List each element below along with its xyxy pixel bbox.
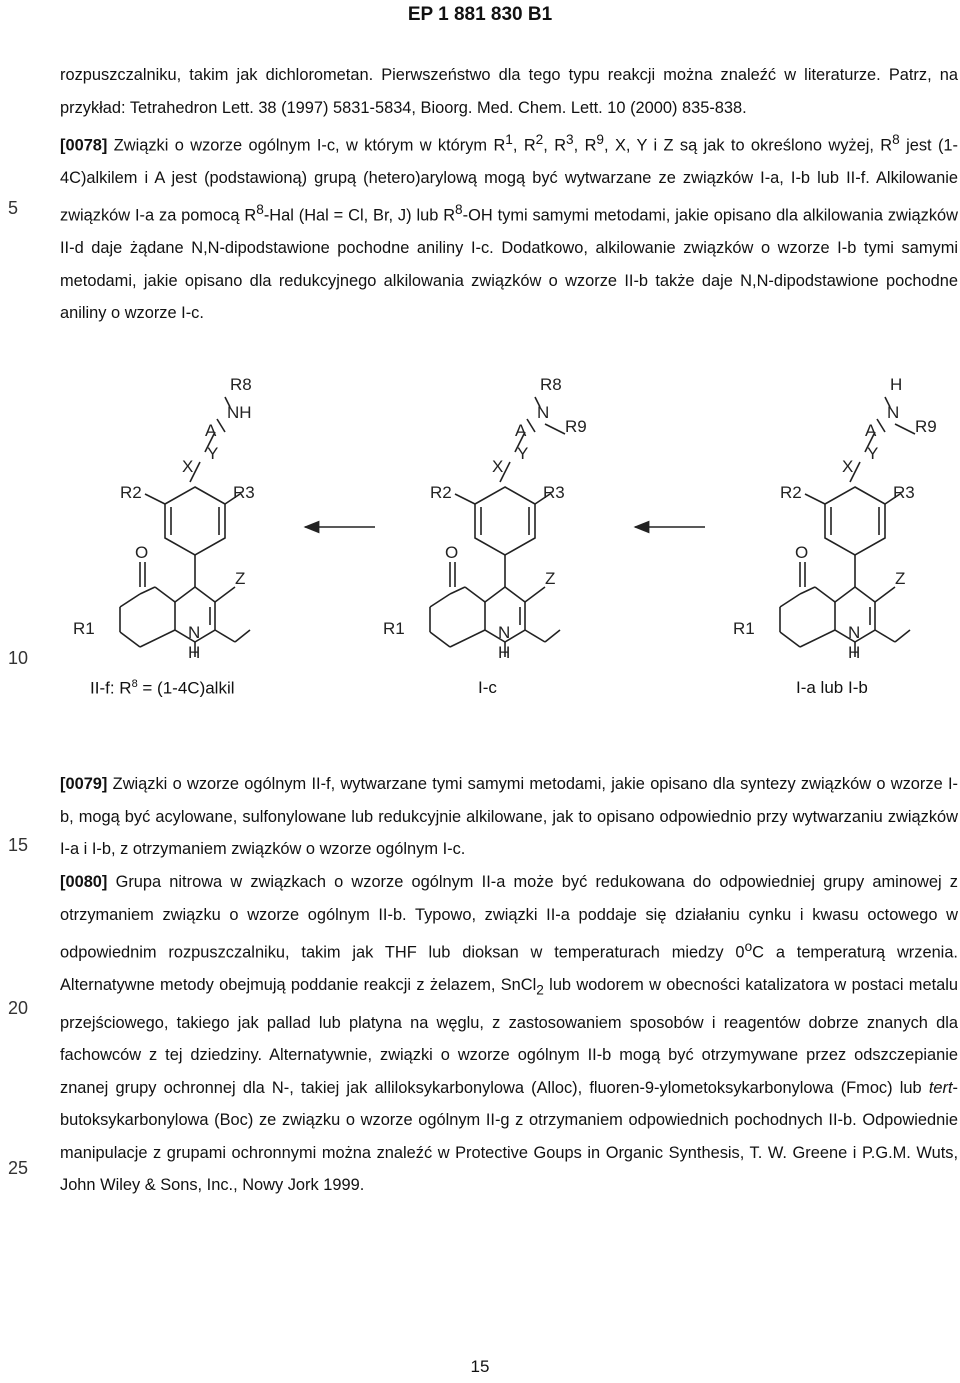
atom-label: X [492, 457, 504, 476]
intro-line-2: Patrz, na przykład: Tetrahedron Lett. 38 (1997) 5831-5834, Bioorg. Med. Chem. Lett. 10 (2000) 835-838. [60, 66, 958, 117]
atom-label: N [498, 623, 511, 642]
atom-label: O [795, 543, 809, 562]
atom-label: R9 [915, 417, 937, 436]
paragraph-tag: [0080] [60, 873, 108, 891]
structure-i-a-i-b [780, 397, 915, 657]
atom-label: N [887, 403, 900, 422]
atom-label: R2 [120, 483, 142, 502]
patent-header: EP 1 881 830 B1 [407, 4, 553, 25]
atom-label: R1 [733, 619, 755, 638]
page-number: 15 [470, 1357, 490, 1376]
atom-label: X [182, 457, 194, 476]
atom-label: O [135, 543, 149, 562]
atom-label: R2 [780, 483, 802, 502]
atom-label: H [498, 643, 511, 662]
atom-label: N [537, 403, 550, 422]
atom-label: H [848, 643, 861, 662]
line-number: 10 [8, 648, 29, 668]
atom-label: R3 [543, 483, 565, 502]
atom-label: A [515, 421, 527, 440]
paragraph-intro [60, 59, 958, 124]
atom-label: R3 [233, 483, 255, 502]
atom-label: R2 [430, 483, 452, 502]
atom-label: R1 [383, 619, 405, 638]
atom-label: Y [517, 444, 529, 463]
atom-label: R8 [230, 375, 252, 394]
atom-label: O [445, 543, 459, 562]
atom-label: H [890, 375, 903, 394]
paragraph-0079: [0079] Związki o wzorze ogólnym II-f, wytwarzane tymi samymi metodami, jakie opisano dla syntezy związków o wzorze I-b, mogą być acylowane, sulfonylowane lub redukcyjnie alkilowane, jak to opisano odpowiednio przy wytwarzaniu związków I-a i I-b, z otrzymaniem związków o wzorze ogólnym I-c. [60, 775, 958, 858]
atom-label: Y [867, 444, 879, 463]
paragraph-tag: [0079] [60, 775, 108, 793]
structure-ii-f [120, 397, 250, 657]
atom-label: Z [895, 569, 906, 588]
atom-label: Y [207, 444, 219, 463]
atom-label: R9 [565, 417, 587, 436]
structure-i-c [430, 397, 565, 657]
atom-label: NH [227, 403, 252, 422]
intro-line-1: rozpuszczalniku, takim jak dichlorometan. Pierwszeństwo dla tego typu reakcji można znaleźć w literaturze. [60, 66, 881, 84]
line-number: 5 [8, 198, 19, 218]
atom-label: H [188, 643, 201, 662]
atom-label: Z [235, 569, 246, 588]
caption-i-c: I-c [478, 678, 497, 697]
atom-label: X [842, 457, 854, 476]
atom-label: A [865, 421, 877, 440]
line-number: 25 [8, 1158, 29, 1178]
paragraph-0080: [0080] Grupa nitrowa w związkach o wzorze ogólnym II-a może być redukowana do odpowiedniej grupy aminowej z otrzymaniem związku o wzorze ogólnym II-b. Typowo, związki II-a poddaje się działaniu cynku i kwasu octowego w odpowiednim rozpuszczalniku, takim jak THF lub dioksan w temperaturach miedzy 0$^o$C a temperaturą wrzenia. Alternatywne metody obejmują poddanie reakcji z żelazem, SnCl$_2$ lub wodorem w obecności katalizatora w postaci metalu przejściowego, takiego jak pallad lub platyna na węglu, z zastosowaniem sposobów i reagentów dobrze znanych dla fachowców z tej dziedziny. Alternatywnie, związki o wzorze ogólnym II-b mogą być otrzymywane przez odszczepianie znanej grupy ochronnej dla N-, takiej jak alliloksykarbonylowa (Alloc), fluoren-9-ylometoksykarbonylowa (Fmoc) lub tert-butoksykarbonylowa (Boc) ze związku o wzorze ogólnym II-g z otrzymaniem odpowiednich pochodnych II-b. Odpowiednie manipulacje z grupami ochronnymi można znaleźć w Protective Goups in Organic Synthesis, T. W. Greene i P.G.M. Wuts, John Wiley & Sons, Inc., Nowy Jork 1999. [60, 873, 958, 1195]
paragraph-0078: [0078] Związki o wzorze ogólnym I-c, w którym w którym $R^1$, $R^2$, $R^3$, $R^9$, X, Y i Z są jak to określono wyżej, $R^8$ jest (1-4C)alkilem i A jest (podstawioną) grupą (hetero)arylową mogą być wytwarzane ze związków I-a, I-b lub II-f. Alkilowanie związków I-a za pomocą $R^8$-Hal (Hal = Cl, Br, J) lub $R^8-OH$ tymi samymi metodami, jakie opisano dla alkilowania związków II-d daje żądane N,N-dipodstawione pochodne aniliny I-c. Dodatkowo, alkilowanie związków o wzorze I-b tymi samymi metodami, jakie opisano dla redukcyjnego alkilowania związków o wzorze II-b także daje N,N-dipodstawione pochodne aniliny o wzorze I-c. [60, 132, 958, 323]
line-number: 15 [8, 835, 29, 855]
paragraph-tag: [0078] [60, 136, 108, 155]
reaction-scheme [55, 362, 955, 672]
caption-i-a-i-b: I-a lub I-b [796, 678, 868, 697]
atom-label: R8 [540, 375, 562, 394]
atom-label: N [188, 623, 201, 642]
atom-label: R1 [73, 619, 95, 638]
atom-label: R3 [893, 483, 915, 502]
atom-label: Z [545, 569, 556, 588]
caption-ii-f: II-f: $R^8$ = (1-4C)alkil [90, 678, 235, 698]
atom-label: A [205, 421, 217, 440]
line-number: 20 [8, 998, 29, 1018]
atom-label: N [848, 623, 861, 642]
